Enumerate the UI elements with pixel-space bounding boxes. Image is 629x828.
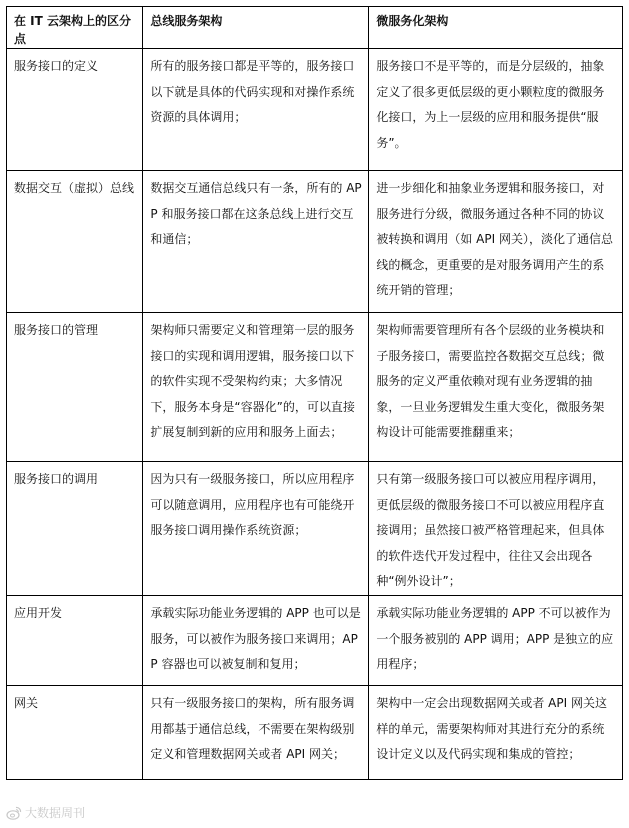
row-label-cell: 服务接口的管理 — [7, 313, 143, 462]
row-label-cell: 网关 — [7, 685, 143, 779]
bus-architecture-cell: 只有一级服务接口的架构，所有服务调用都基于通信总线，不需要在架构级别定义和管理数据网关或者 API 网关； — [143, 685, 369, 779]
table-row — [7, 49, 623, 171]
bus-architecture-cell: 架构师只需要定义和管理第一层的服务接口的实现和调用逻辑，服务接口以下的软件实现不受架构约束；大多情况下，服务本身是“容器化”的，可以直接扩展复制到新的应用和服务上面去； — [143, 313, 369, 462]
watermark-text: 大数据周刊 — [25, 805, 86, 820]
microservice-architecture-cell: 只有第一级服务接口可以被应用程序调用，更低层级的微服务接口不可以被应用程序直接调用；虽然接口被严格管理起来，但具体的软件迭代开发过程中，往往又会出现各种“例外设计”； — [369, 462, 623, 596]
header-cell-distinction: 在 IT 云架构上的区分点 — [7, 7, 143, 49]
header-cell-bus-service-architecture: 总线服务架构 — [143, 7, 369, 49]
microservice-architecture-cell: 架构中一定会出现数据网关或者 API 网关这样的单元，需要架构师对其进行充分的系统设计定义以及代码实现和集成的管控； — [369, 685, 623, 779]
table-row — [7, 171, 623, 313]
row-label-cell: 数据交互（虚拟）总线 — [7, 171, 143, 313]
table-row — [7, 462, 623, 596]
microservice-architecture-cell: 承载实际功能业务逻辑的 APP 不可以被作为一个服务被别的 APP 调用；APP 是独立的应用程序； — [369, 595, 623, 685]
table-row — [7, 595, 623, 685]
microservice-architecture-cell: 架构师需要管理所有各个层级的业务模块和子服务接口，需要监控各数据交互总线；微服务的定义严重依赖对现有业务逻辑的抽象，一旦业务逻辑发生重大变化，微服务架构设计可能需要推翻重来； — [369, 313, 623, 462]
bus-architecture-cell: 因为只有一级服务接口，所以应用程序可以随意调用，应用程序也有可能绕开服务接口调用操作系统资源； — [143, 462, 369, 596]
bus-architecture-cell: 所有的服务接口都是平等的，服务接口以下就是具体的代码实现和对操作系统资源的具体调用； — [143, 49, 369, 171]
table-row — [7, 685, 623, 779]
row-label-cell: 服务接口的调用 — [7, 462, 143, 596]
bus-architecture-cell: 数据交互通信总线只有一条，所有的 APP 和服务接口都在这条总线上进行交互和通信； — [143, 171, 369, 313]
microservice-architecture-cell: 服务接口不是平等的，而是分层级的，抽象定义了很多更低层级的更小颗粒度的微服务化接口，为上一层级的应用和服务提供“服务”。 — [369, 49, 623, 171]
weibo-logo-icon — [6, 805, 22, 821]
row-label-cell: 服务接口的定义 — [7, 49, 143, 171]
bus-architecture-cell: 承载实际功能业务逻辑的 APP 也可以是服务，可以被作为服务接口来调用；APP 容器也可以被复制和复用； — [143, 595, 369, 685]
table-row — [7, 313, 623, 462]
table-header-row — [7, 7, 623, 49]
microservice-architecture-cell: 进一步细化和抽象业务逻辑和服务接口，对服务进行分级，微服务通过各种不同的协议被转换和调用（如 API 网关），淡化了通信总线的概念，更重要的是对服务调用产生的系统开销的管理； — [369, 171, 623, 313]
row-label-cell: 应用开发 — [7, 595, 143, 685]
watermark — [6, 804, 85, 821]
comparison-table — [6, 6, 623, 780]
header-cell-microservice-architecture: 微服务化架构 — [369, 7, 623, 49]
